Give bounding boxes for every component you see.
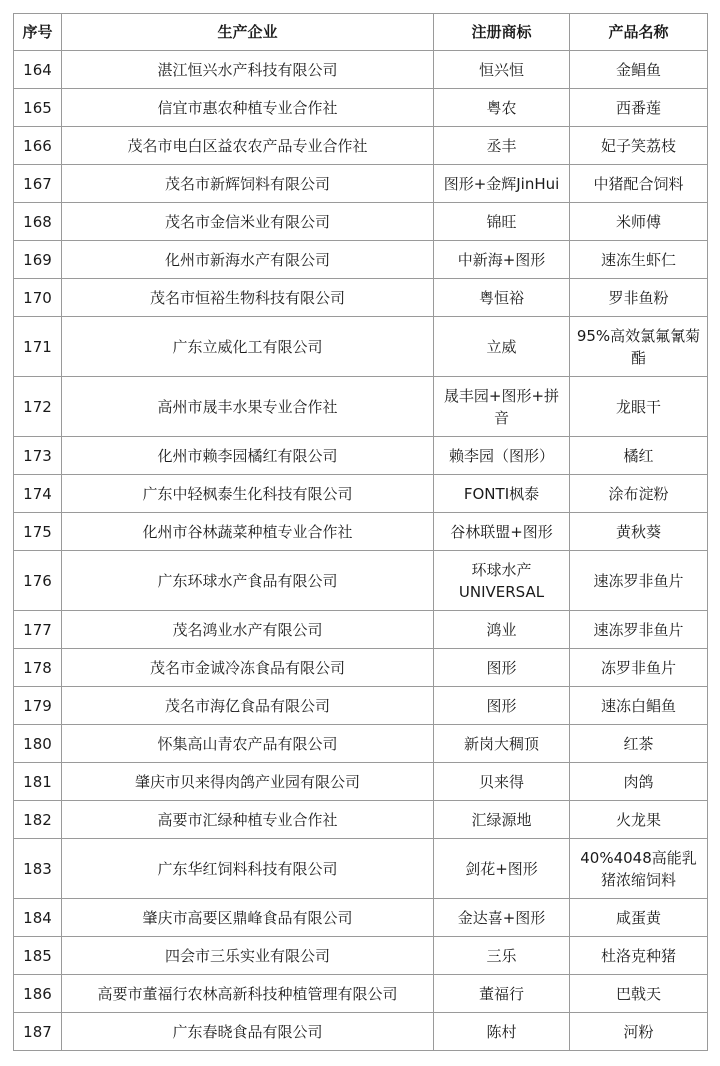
row-no: 175	[14, 513, 62, 551]
row-no: 181	[14, 763, 62, 801]
row-product: 速冻罗非鱼片	[570, 551, 708, 611]
row-trademark: 新岗大稠顶	[434, 725, 570, 763]
row-no: 179	[14, 687, 62, 725]
row-trademark: 谷林联盟+图形	[434, 513, 570, 551]
row-trademark: 粤恒裕	[434, 279, 570, 317]
table-row	[14, 51, 708, 89]
row-no: 166	[14, 127, 62, 165]
row-no: 187	[14, 1013, 62, 1051]
row-product: 95%高效氯氟氰菊酯	[570, 317, 708, 377]
row-product: 速冻白鲳鱼	[570, 687, 708, 725]
row-product: 咸蛋黄	[570, 899, 708, 937]
table-row	[14, 203, 708, 241]
row-company: 茂名市新辉饲料有限公司	[62, 165, 434, 203]
row-no: 173	[14, 437, 62, 475]
row-company: 化州市新海水产有限公司	[62, 241, 434, 279]
table-row	[14, 839, 708, 899]
row-company: 四会市三乐实业有限公司	[62, 937, 434, 975]
row-no: 177	[14, 611, 62, 649]
row-company: 广东中轻枫泰生化科技有限公司	[62, 475, 434, 513]
table-row	[14, 899, 708, 937]
row-product: 河粉	[570, 1013, 708, 1051]
table-row	[14, 611, 708, 649]
table-row	[14, 279, 708, 317]
row-company: 化州市谷林蔬菜种植专业合作社	[62, 513, 434, 551]
row-product: 中猪配合饲料	[570, 165, 708, 203]
row-company: 怀集高山青农产品有限公司	[62, 725, 434, 763]
row-company: 广东华红饲料科技有限公司	[62, 839, 434, 899]
row-product: 巴戟天	[570, 975, 708, 1013]
table-row	[14, 317, 708, 377]
row-company: 广东春晓食品有限公司	[62, 1013, 434, 1051]
row-company: 肇庆市高要区鼎峰食品有限公司	[62, 899, 434, 937]
row-company: 茂名市海亿食品有限公司	[62, 687, 434, 725]
row-trademark: 立威	[434, 317, 570, 377]
row-no: 169	[14, 241, 62, 279]
row-trademark: 图形+金辉JinHui	[434, 165, 570, 203]
row-company: 高要市董福行农林高新科技种植管理有限公司	[62, 975, 434, 1013]
row-trademark: 晟丰园+图形+拼音	[434, 377, 570, 437]
header-company: 生产企业	[62, 14, 434, 51]
row-no: 172	[14, 377, 62, 437]
row-product: 金鲳鱼	[570, 51, 708, 89]
row-trademark: 图形	[434, 649, 570, 687]
row-trademark: 环球水产UNIVERSAL	[434, 551, 570, 611]
row-company: 茂名市恒裕生物科技有限公司	[62, 279, 434, 317]
row-company: 信宜市惠农种植专业合作社	[62, 89, 434, 127]
row-product: 火龙果	[570, 801, 708, 839]
row-company: 广东环球水产食品有限公司	[62, 551, 434, 611]
row-no: 185	[14, 937, 62, 975]
header-trademark: 注册商标	[434, 14, 570, 51]
row-trademark: 剑花+图形	[434, 839, 570, 899]
row-product: 妃子笑荔枝	[570, 127, 708, 165]
table-header-row	[14, 14, 708, 51]
row-product: 速冻罗非鱼片	[570, 611, 708, 649]
table-row	[14, 763, 708, 801]
row-company: 茂名市金诚冷冻食品有限公司	[62, 649, 434, 687]
table-row	[14, 377, 708, 437]
row-company: 茂名鸿业水产有限公司	[62, 611, 434, 649]
row-product: 速冻生虾仁	[570, 241, 708, 279]
row-product: 黄秋葵	[570, 513, 708, 551]
row-product: 涂布淀粉	[570, 475, 708, 513]
row-no: 165	[14, 89, 62, 127]
row-company: 高州市晟丰水果专业合作社	[62, 377, 434, 437]
row-company: 广东立威化工有限公司	[62, 317, 434, 377]
header-product: 产品名称	[570, 14, 708, 51]
table-row	[14, 551, 708, 611]
row-company: 茂名市电白区益农农产品专业合作社	[62, 127, 434, 165]
row-trademark: 董福行	[434, 975, 570, 1013]
row-trademark: 贝来得	[434, 763, 570, 801]
row-no: 178	[14, 649, 62, 687]
row-product: 杜洛克种猪	[570, 937, 708, 975]
row-no: 171	[14, 317, 62, 377]
table-row	[14, 801, 708, 839]
row-trademark: 粤农	[434, 89, 570, 127]
row-trademark: 中新海+图形	[434, 241, 570, 279]
table-row	[14, 649, 708, 687]
product-registry-table	[13, 13, 708, 1051]
row-product: 罗非鱼粉	[570, 279, 708, 317]
row-product: 米师傅	[570, 203, 708, 241]
row-product: 冻罗非鱼片	[570, 649, 708, 687]
header-no: 序号	[14, 14, 62, 51]
row-product: 40%4048高能乳猪浓缩饲料	[570, 839, 708, 899]
table-row	[14, 89, 708, 127]
row-no: 168	[14, 203, 62, 241]
row-no: 164	[14, 51, 62, 89]
row-no: 182	[14, 801, 62, 839]
row-product: 红茶	[570, 725, 708, 763]
row-no: 180	[14, 725, 62, 763]
row-no: 170	[14, 279, 62, 317]
row-company: 湛江恒兴水产科技有限公司	[62, 51, 434, 89]
row-no: 176	[14, 551, 62, 611]
table-row	[14, 513, 708, 551]
row-trademark: 恒兴恒	[434, 51, 570, 89]
table-row	[14, 127, 708, 165]
row-trademark: 丞丰	[434, 127, 570, 165]
row-no: 167	[14, 165, 62, 203]
row-trademark: 陈村	[434, 1013, 570, 1051]
row-product: 肉鸽	[570, 763, 708, 801]
row-no: 184	[14, 899, 62, 937]
table-row	[14, 437, 708, 475]
row-trademark: FONTI枫泰	[434, 475, 570, 513]
row-no: 186	[14, 975, 62, 1013]
row-company: 高要市汇绿种植专业合作社	[62, 801, 434, 839]
table-row	[14, 475, 708, 513]
table-row	[14, 975, 708, 1013]
row-company: 肇庆市贝来得肉鸽产业园有限公司	[62, 763, 434, 801]
row-trademark: 赖李园（图形）	[434, 437, 570, 475]
row-company: 茂名市金信米业有限公司	[62, 203, 434, 241]
table-row	[14, 725, 708, 763]
row-trademark: 锦旺	[434, 203, 570, 241]
row-company: 化州市赖李园橘红有限公司	[62, 437, 434, 475]
row-trademark: 鸿业	[434, 611, 570, 649]
row-no: 174	[14, 475, 62, 513]
row-product: 橘红	[570, 437, 708, 475]
row-trademark: 图形	[434, 687, 570, 725]
row-trademark: 汇绿源地	[434, 801, 570, 839]
table-row	[14, 687, 708, 725]
row-no: 183	[14, 839, 62, 899]
row-product: 西番莲	[570, 89, 708, 127]
row-trademark: 三乐	[434, 937, 570, 975]
row-product: 龙眼干	[570, 377, 708, 437]
table-row	[14, 937, 708, 975]
row-trademark: 金达喜+图形	[434, 899, 570, 937]
table-row	[14, 1013, 708, 1051]
table-row	[14, 241, 708, 279]
table-row	[14, 165, 708, 203]
